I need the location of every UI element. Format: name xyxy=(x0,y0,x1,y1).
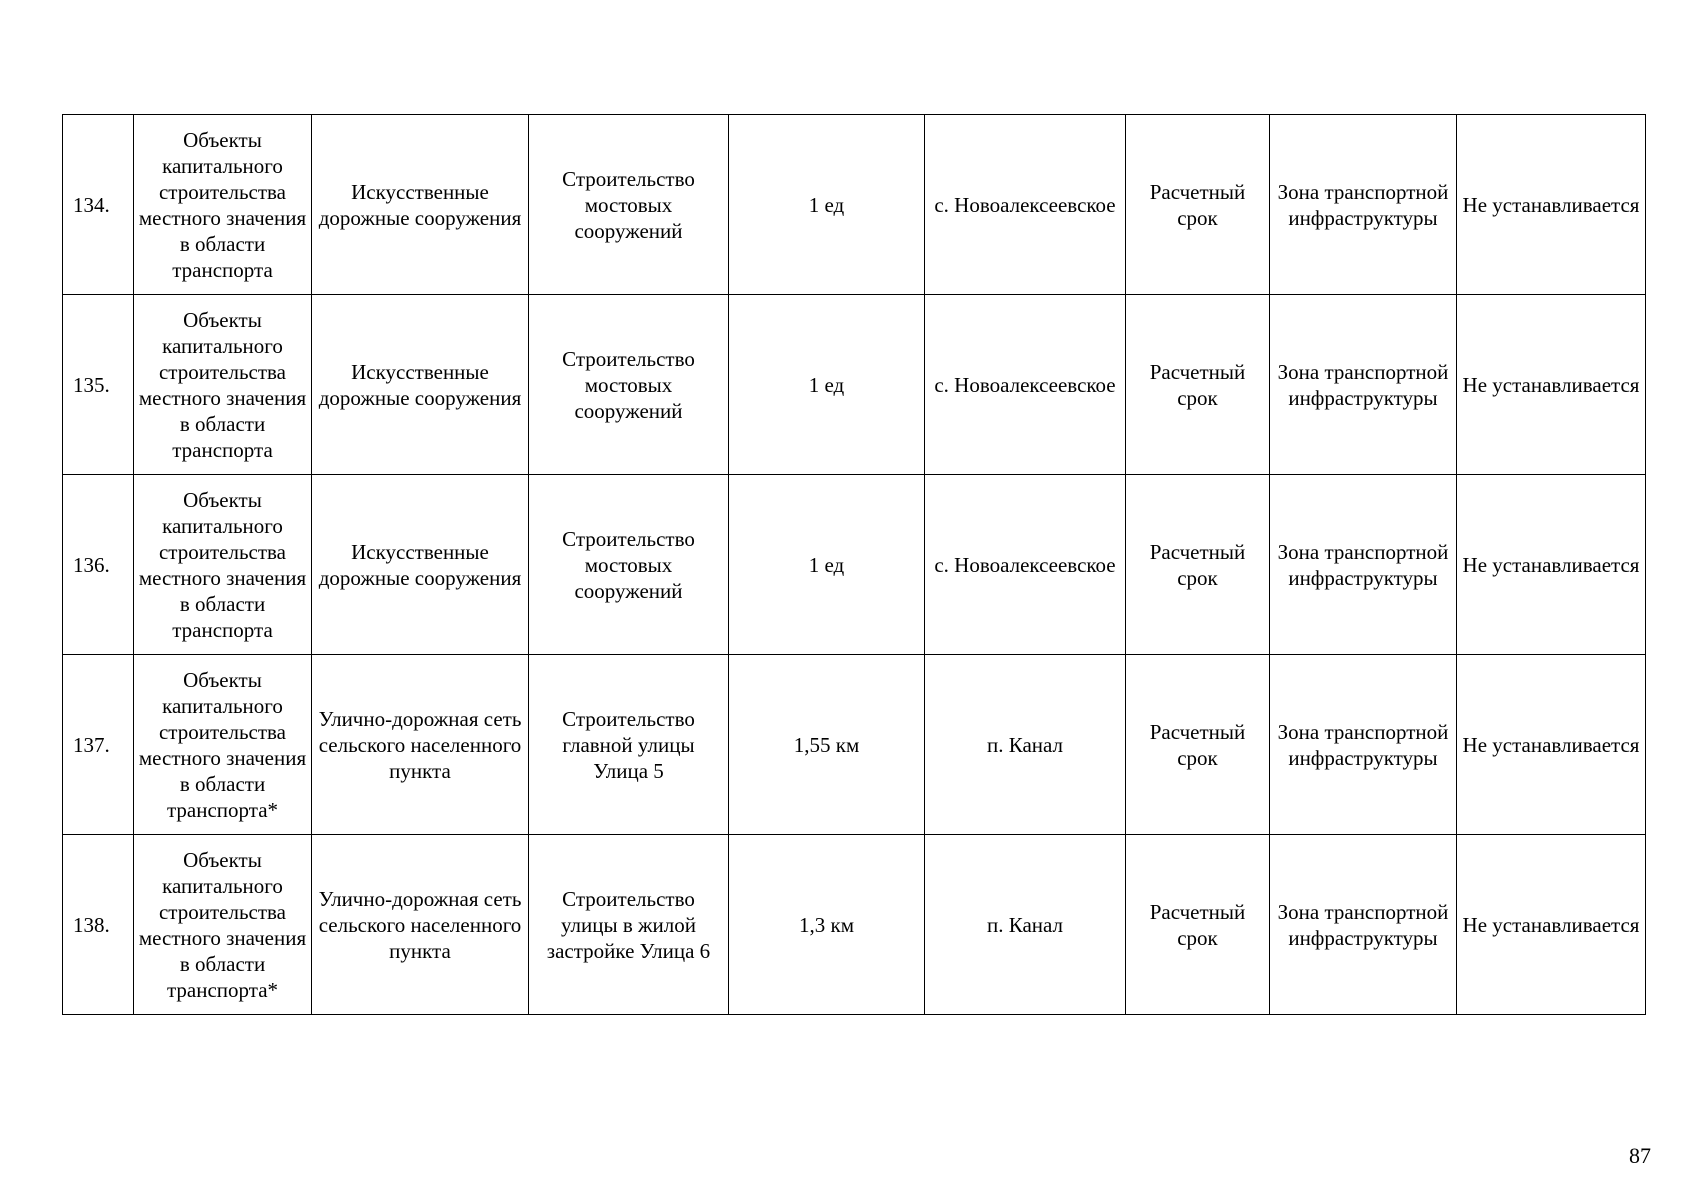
object-category: Объекты капитального строительства местного значения в области транспорта* xyxy=(134,655,312,835)
object-name: Строительство мостовых сооружений xyxy=(529,475,729,655)
page-number: 87 xyxy=(1629,1143,1651,1168)
object-name: Строительство главной улицы Улица 5 xyxy=(529,655,729,835)
functional-zone: Зона транспортной инфраструктуры xyxy=(1270,475,1457,655)
row-number: 135. xyxy=(63,295,134,475)
object-category: Объекты капитального строительства местного значения в области транспорта xyxy=(134,295,312,475)
object-location: с. Новоалексеевское xyxy=(925,295,1126,475)
object-quantity: 1 ед xyxy=(729,295,925,475)
protection-zone: Не устанавливается xyxy=(1457,295,1646,475)
object-type: Искусственные дорожные сооружения xyxy=(312,475,529,655)
object-type: Искусственные дорожные сооружения xyxy=(312,115,529,295)
object-quantity: 1,3 км xyxy=(729,835,925,1015)
object-category: Объекты капитального строительства местного значения в области транспорта* xyxy=(134,835,312,1015)
object-location: с. Новоалексеевское xyxy=(925,115,1126,295)
implementation-term: Расчетный срок xyxy=(1126,655,1270,835)
functional-zone: Зона транспортной инфраструктуры xyxy=(1270,835,1457,1015)
object-category: Объекты капитального строительства местного значения в области транспорта xyxy=(134,115,312,295)
row-number: 137. xyxy=(63,655,134,835)
object-category: Объекты капитального строительства местного значения в области транспорта xyxy=(134,475,312,655)
functional-zone: Зона транспортной инфраструктуры xyxy=(1270,655,1457,835)
row-number: 136. xyxy=(63,475,134,655)
functional-zone: Зона транспортной инфраструктуры xyxy=(1270,295,1457,475)
table-row xyxy=(63,295,1646,475)
implementation-term: Расчетный срок xyxy=(1126,295,1270,475)
implementation-term: Расчетный срок xyxy=(1126,475,1270,655)
implementation-term: Расчетный срок xyxy=(1126,115,1270,295)
object-quantity: 1 ед xyxy=(729,475,925,655)
object-type: Искусственные дорожные сооружения xyxy=(312,295,529,475)
protection-zone: Не устанавливается xyxy=(1457,835,1646,1015)
object-quantity: 1 ед xyxy=(729,115,925,295)
table-row xyxy=(63,655,1646,835)
table-row xyxy=(63,475,1646,655)
object-name: Строительство улицы в жилой застройке Улица 6 xyxy=(529,835,729,1015)
objects-table xyxy=(62,114,1646,1015)
object-type: Улично-дорожная сеть сельского населенного пункта xyxy=(312,655,529,835)
object-location: с. Новоалексеевское xyxy=(925,475,1126,655)
row-number: 138. xyxy=(63,835,134,1015)
functional-zone: Зона транспортной инфраструктуры xyxy=(1270,115,1457,295)
protection-zone: Не устанавливается xyxy=(1457,115,1646,295)
object-name: Строительство мостовых сооружений xyxy=(529,115,729,295)
object-type: Улично-дорожная сеть сельского населенного пункта xyxy=(312,835,529,1015)
implementation-term: Расчетный срок xyxy=(1126,835,1270,1015)
object-location: п. Канал xyxy=(925,655,1126,835)
table-row xyxy=(63,115,1646,295)
object-quantity: 1,55 км xyxy=(729,655,925,835)
protection-zone: Не устанавливается xyxy=(1457,475,1646,655)
object-location: п. Канал xyxy=(925,835,1126,1015)
row-number: 134. xyxy=(63,115,134,295)
object-name: Строительство мостовых сооружений xyxy=(529,295,729,475)
table-row xyxy=(63,835,1646,1015)
protection-zone: Не устанавливается xyxy=(1457,655,1646,835)
